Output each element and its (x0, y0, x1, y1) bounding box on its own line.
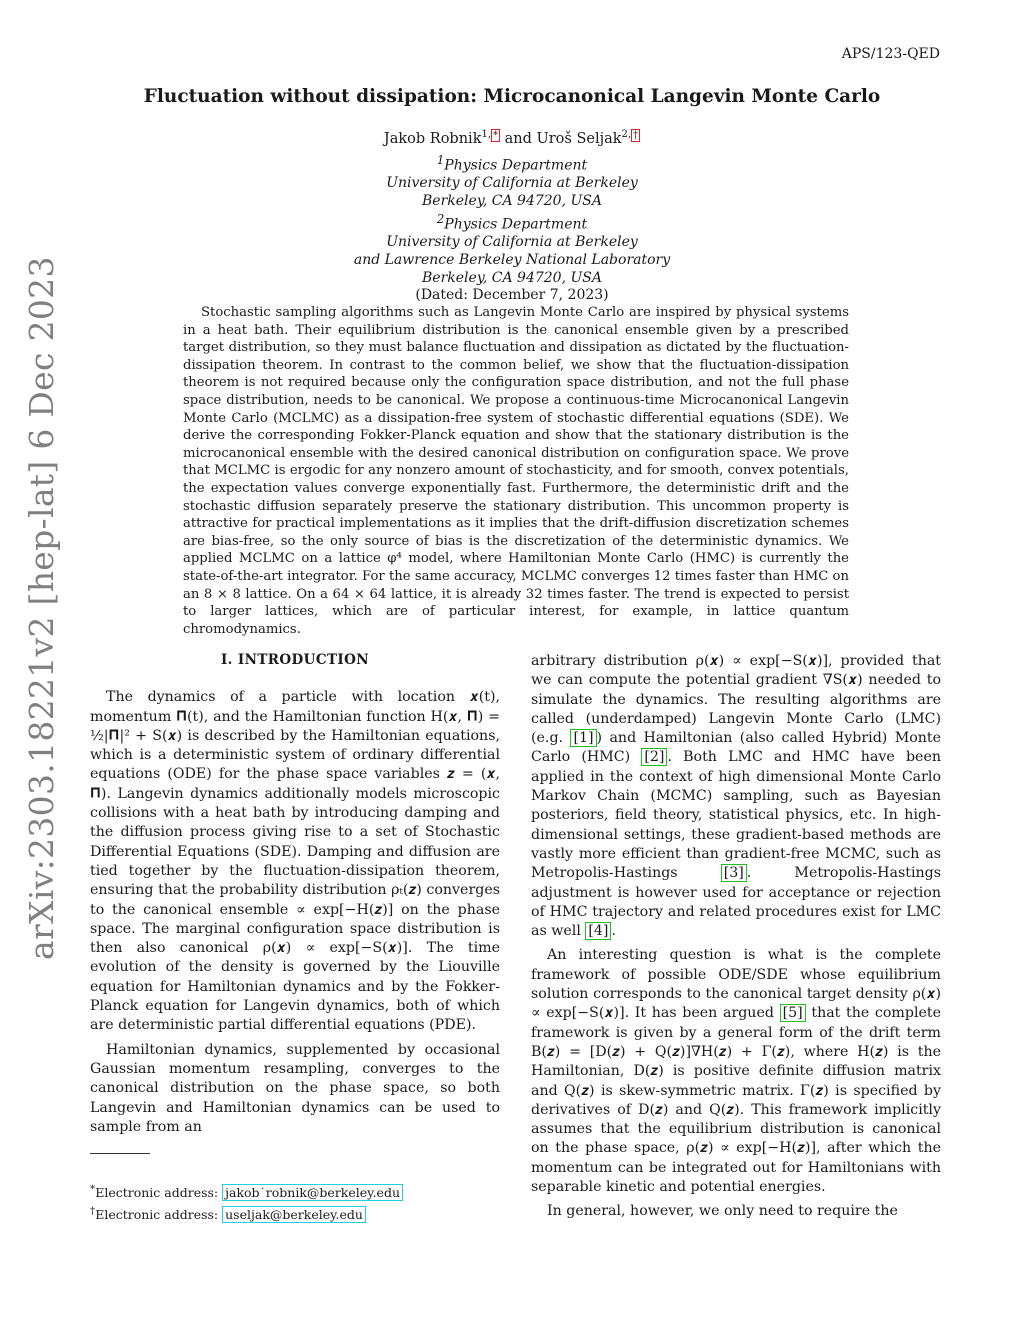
intro-paragraph-2: Hamiltonian dynamics, supplemented by occasional Gaussian momentum resampling, converges to the canonical distribution on the phase space, so both Langevin and Hamiltonian dynamics can be used to sample from an (90, 1041, 500, 1135)
text-span: An interesting question is what is the complete framework of possible ODE/SDE whose equilibrium solution corresponds to the canonical target density ρ(𝒙) ∝ exp[−S(𝒙)]. It has been argued (531, 947, 941, 1022)
intro-paragraph-3 (531, 652, 941, 941)
affil-1-num: 1 (436, 153, 445, 167)
citation-link-5[interactable]: [5] (780, 1004, 806, 1022)
author-2-footnote-link[interactable]: † (633, 130, 639, 141)
affil-2-dept: Physics Department (444, 216, 588, 233)
text-span: that the complete framework is given by a general form of the drift term B(𝒛) = [D(𝒛) + Q(𝒛)]∇H(𝒛) + Γ(𝒛), where H(𝒛) is the Hamiltonian, D(𝒛) is positive definite diffusion matrix and Q(𝒛) is skew-symmetric matrix. Γ(𝒛) is specified by derivatives of D(𝒛) and Q(𝒛). This framework implicitly assumes that the equilibrium distribution is canonical on the phase space, ρ(𝒛) ∝ exp[−H(𝒛)], after which the momentum can be integrated out for Hamiltonians with separable kinetic and potential energies. (531, 1005, 941, 1196)
affil-1-dept: Physics Department (444, 157, 588, 174)
citation-link-2[interactable]: [2] (641, 748, 667, 766)
intro-paragraph-1: The dynamics of a particle with location 𝒙(t), momentum 𝚷(t), and the Hamiltonian function H(𝒙, 𝚷) = ½|𝚷|² + S(𝒙) is described by the Hamiltonian equations, which is a deterministic system of ordinary differential equations (ODE) for the phase space variables 𝒛 = (𝒙, 𝚷). Langevin dynamics additionally models microscopic collisions with a heat bath by introducing damping and the diffusion process giving rise to a set of Stochastic Differential Equations (SDE). Damping and diffusion are tied together by the fluctuation-dissipation theorem, ensuring that the probability distribution ρₜ(𝒛) converges to the canonical ensemble ∝ exp[−H(𝒛)] on the phase space. The marginal configuration space distribution is then also canonical ρ(𝒙) ∝ exp[−S(𝒙)]. The time evolution of the density is governed by the Liouville equation for Hamiltonian dynamics and by the Fokker-Planck equation for Langevin dynamics, both of which are deterministic partial differential equations (PDE). (90, 689, 500, 1034)
citation-link-1[interactable]: [1] (570, 729, 596, 747)
affil-2-university: University of California at Berkeley (386, 234, 638, 251)
affiliations (0, 152, 1024, 305)
author-2: Uroš Seljak (536, 131, 622, 147)
affil-2-lab: and Lawrence Berkeley National Laboratory (353, 251, 671, 268)
footnote-1-mark: * (90, 1183, 96, 1195)
section-heading: I. INTRODUCTION (220, 652, 370, 668)
dated-line: (Dated: December 7, 2023) (415, 287, 609, 304)
abstract: Stochastic sampling algorithms such as Langevin Monte Carlo are inspired by physical systems in a heat bath. Their equilibrium distribution is the canonical ensemble given by a prescribed target distribution, so they must balance fluctuation and dissipation as dictated by the fluctuation-dissipation theorem. In contrast to the common belief, we show that the fluctuation-dissipation theorem is not required because only the configuration space distribution, and not the full phase space distribution, needs to be canonical. We propose a continuous-time Microcanonical Langevin Monte Carlo (MCLMC) as a dissipation-free system of stochastic differential equations (SDE). We derive the corresponding Fokker-Planck equation and show that the stationary distribution is the microcanonical ensemble with the desired canonical distribution on configuration space. We prove that MCLMC is ergodic for any nonzero amount of stochasticity, and for smooth, convex potentials, the expectation values converge exponentially fast. Furthermore, the deterministic drift and the stochastic diffusion separately preserve the stationary distribution. This uncommon property is attractive for practical implementations as it implies that the drift-diffusion discretization schemes are bias-free, so the only source of bias is the discretization of the deterministic dynamics. We applied MCLMC on a lattice φ⁴ model, where Hamiltonian Monte Carlo (HMC) is currently the state-of-the-art integrator. For the same accuracy, MCLMC converges 12 times faster than HMC on an 8 × 8 lattice. On a 64 × 64 lattice, it is already 32 times faster. The trend is expected to persist to larger lattices, which are of particular interest, for example, in lattice quantum chromodynamics. (183, 305, 849, 637)
citation-link-4[interactable]: [4] (585, 922, 611, 940)
affil-2-num: 2 (436, 211, 445, 226)
email-link-seljak[interactable]: useljak@berkeley.edu (222, 1206, 366, 1223)
footnote-2-mark: † (90, 1205, 96, 1218)
author-1-footnote-link[interactable]: * (493, 130, 499, 141)
text-span: . Both LMC and HMC have been applied in the context of high dimensional Monte Carlo Markov Chain (MCMC) sampling, such as Bayesian posteriors, field theory, statistical physics, etc. In high-dimensional settings, these gradient-based methods are vastly more efficient than gradient-free MCMC, such as Metropolis-Hastings (531, 749, 941, 882)
footnote-1-label: Electronic address: (95, 1185, 223, 1201)
left-column (90, 651, 500, 1137)
footnotes (90, 1180, 403, 1224)
email-link-robnik[interactable]: jakob˙robnik@berkeley.edu (222, 1184, 403, 1201)
author-2-affil: 2, (621, 129, 632, 141)
author-line (0, 129, 1024, 147)
affil-2-city: Berkeley, CA 94720, USA (422, 269, 602, 286)
arxiv-stamp: arXiv:2303.18221v2 [hep-lat] 6 Dec 2023 (22, 256, 61, 960)
footnote-2-label: Electronic address: (95, 1207, 223, 1223)
text-span: ) and Hamiltonian (also called Hybrid) Monte Carlo (HMC) (531, 730, 942, 766)
affil-1-university: University of California at Berkeley (386, 175, 638, 192)
text-span: . Metropolis-Hastings adjustment is however used for acceptance or rejection of HMC trajectory and related procedures exist for LMC as well (531, 865, 941, 940)
intro-paragraph-4 (531, 946, 941, 1197)
right-column (531, 652, 941, 1222)
text-span: arbitrary distribution ρ(𝒙) ∝ exp[−S(𝒙)], provided that we can compute the potential gradient ∇S(𝒙) needed to simulate the dynamics. The resulting algorithms are called (underdamped) Langevin Monte Carlo (LMC) (e.g. (531, 653, 941, 747)
affil-1-city: Berkeley, CA 94720, USA (422, 193, 602, 210)
footnote-rule (90, 1153, 150, 1154)
report-number: APS/123-QED (841, 46, 940, 62)
author-1-affil: 1, (481, 129, 492, 141)
citation-link-3[interactable]: [3] (721, 864, 747, 882)
author-and: and (504, 131, 532, 147)
intro-paragraph-5: In general, however, we only need to require the (547, 1203, 898, 1220)
text-span: . (611, 923, 616, 940)
author-1: Jakob Robnik (383, 131, 482, 147)
paper-title: Fluctuation without dissipation: Microcanonical Langevin Monte Carlo (143, 86, 881, 107)
